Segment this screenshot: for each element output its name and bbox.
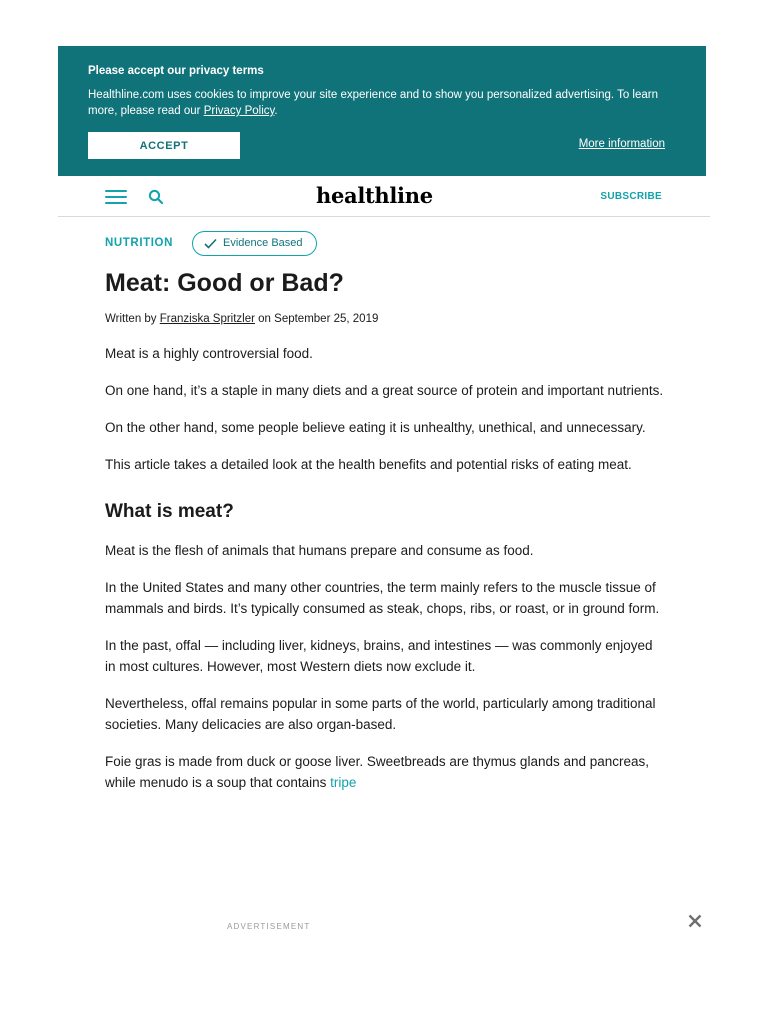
privacy-policy-link[interactable]: Privacy Policy [203,105,275,117]
paragraph: Nevertheless, offal remains popular in some parts of the world, particularly among traditional societies. Many delicacies are also organ-based. [105,696,656,732]
more-information-link[interactable]: More information [578,138,665,150]
byline [105,312,665,326]
close-icon[interactable] [687,913,703,929]
paragraph: In the United States and many other countries, the term mainly refers to the muscle tissue of mammals and birds. It’s typically consumed as steak, chops, ribs, or roast, or in ground form. [105,580,660,616]
category-link[interactable]: NUTRITION [105,237,174,249]
hamburger-menu-icon[interactable] [105,190,127,204]
advertisement-label: ADVERTISEMENT [227,922,311,931]
byline-prefix: Written by [105,313,160,325]
evidence-based-badge[interactable] [192,231,317,256]
tripe-link[interactable]: tripe [330,775,357,790]
article-title: Meat: Good or Bad? [105,269,344,297]
article [105,230,665,793]
cookie-text-body: Healthline.com uses cookies to improve your site experience and to show you personalized advertising. To learn more, please read our [88,89,658,117]
paragraph: Meat is the flesh of animals that humans prepare and consume as food. [105,543,534,558]
cookie-text-end: . [274,105,278,117]
paragraph: This article takes a detailed look at the health benefits and potential risks of eating meat. [105,457,632,472]
byline-date: on September 25, 2019 [254,313,379,325]
paragraph: On one hand, it’s a staple in many diets and a great source of protein and important nutrients. [105,383,664,398]
cookie-title: Please accept our privacy terms [88,65,264,77]
evidence-based-label: Evidence Based [223,237,303,249]
cookie-banner [58,46,706,176]
healthline-logo[interactable]: healthline [316,183,433,208]
section-heading: What is meat? [105,501,234,522]
article-meta [105,230,665,256]
accept-button[interactable]: ACCEPT [88,132,240,159]
paragraph: Meat is a highly controversial food. [105,346,313,361]
paragraph: On the other hand, some people believe eating it is unhealthy, unethical, and unnecessary. [105,420,646,435]
cookie-text [88,87,678,119]
paragraph-text: Foie gras is made from duck or goose liver. Sweetbreads are thymus glands and pancreas, while menudo is a soup that contains [105,754,650,790]
paragraph [105,751,665,793]
checkmark-icon [204,238,217,249]
author-link[interactable]: Franziska Spritzler [159,313,255,325]
site-header [58,176,710,217]
paragraph: In the past, offal — including liver, kidneys, brains, and intestines — was commonly enjoyed in most cultures. However, most Western diets now exclude it. [105,638,653,674]
subscribe-link[interactable]: SUBSCRIBE [600,191,662,202]
search-icon[interactable] [148,189,164,205]
